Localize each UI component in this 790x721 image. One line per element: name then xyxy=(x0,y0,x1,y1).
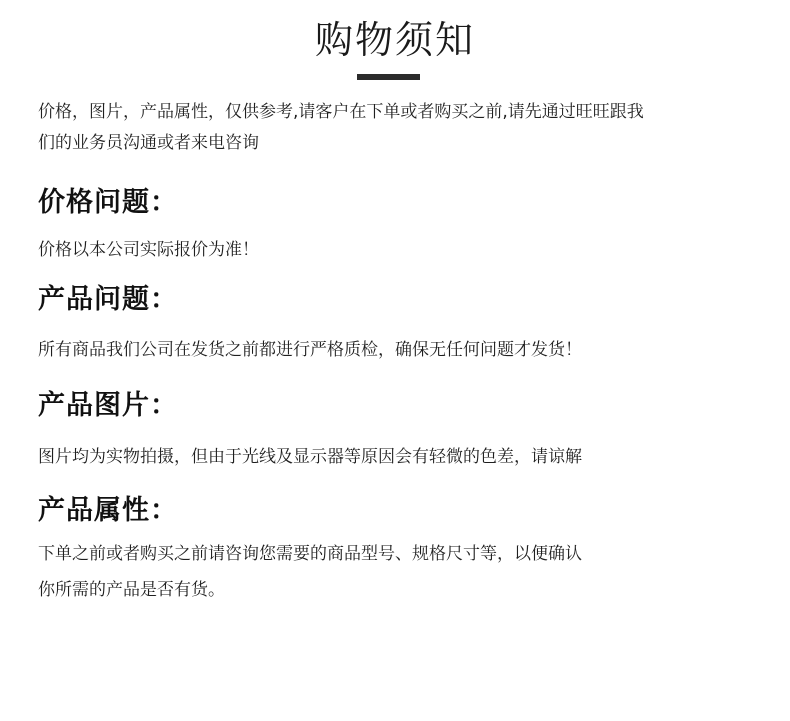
section-text-attributes-1: 下单之前或者购买之前请咨询您需要的商品型号、规格尺寸等，以便确认 xyxy=(38,544,582,564)
section-text-price: 价格以本公司实际报价为准！ xyxy=(38,240,259,260)
page-title: 购物须知 xyxy=(314,18,475,62)
section-heading-price: 价格问题： xyxy=(38,187,178,218)
section-text-attributes-2: 你所需的产品是否有货。 xyxy=(38,580,225,600)
section-text-images: 图片均为实物拍摄，但由于光线及显示器等原因会有轻微的色差，请谅解 xyxy=(38,447,582,467)
section-heading-attributes: 产品属性： xyxy=(38,495,178,526)
title-underline xyxy=(357,74,420,80)
intro-line-1: 价格，图片，产品属性，仅供参考,请客户在下单或者购买之前,请先通过旺旺跟我 xyxy=(38,102,644,122)
intro-line-2: 们的业务员沟通或者来电咨询 xyxy=(38,133,259,153)
section-text-product: 所有商品我们公司在发货之前都进行严格质检，确保无任何问题才发货！ xyxy=(38,340,582,360)
section-heading-images: 产品图片： xyxy=(38,390,178,421)
section-heading-product: 产品问题： xyxy=(38,284,178,315)
